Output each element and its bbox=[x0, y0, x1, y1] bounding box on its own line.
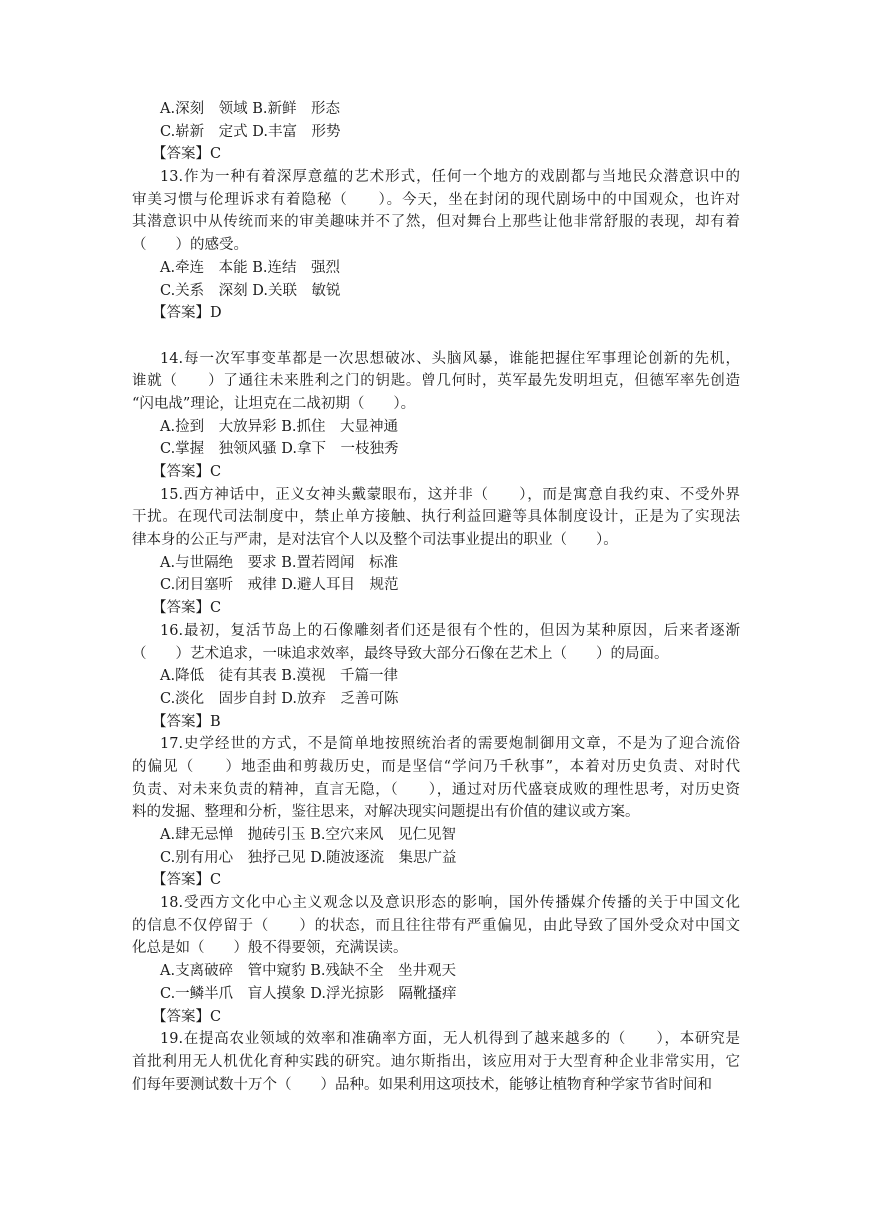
answer-options: A.牵连 本能 B.连结 强烈 bbox=[160, 259, 340, 276]
question-stem bbox=[132, 620, 740, 665]
question-stem bbox=[132, 348, 740, 416]
blank-line bbox=[132, 325, 740, 348]
answer-options: C.关系 深刻 D.关联 敏锐 bbox=[160, 282, 341, 299]
answer-options: C.闭目塞听 戒律 D.避人耳目 规范 bbox=[160, 577, 399, 594]
answer-key: 【答案】C bbox=[152, 464, 222, 480]
answer-options: A.支离破碎 管中窥豹 B.残缺不全 坐井观天 bbox=[160, 963, 456, 980]
question-stem bbox=[132, 484, 740, 552]
question-line: 17.史学经世的方式，不是简单地按照统治者的需要炮制御用文章，不是为了迎合流俗 bbox=[160, 736, 740, 753]
question-stem bbox=[132, 733, 740, 824]
answer-options: A.与世隔绝 要求 B.置若罔闻 标准 bbox=[160, 554, 398, 571]
answer-options: A.深刻 领域 B.新鲜 形态 bbox=[160, 101, 340, 117]
question-line: 19.在提高农业领域的效率和准确率方面，无人机得到了越来越多的（ ），本研究是 bbox=[160, 1031, 740, 1048]
question-line: 18.受西方文化中心主义观念以及意识形态的影响，国外传播媒介传播的关于中国文化 bbox=[160, 895, 740, 912]
question-line: 16.最初，复活节岛上的石像雕刻者们还是很有个性的，但因为某种原因，后来者逐渐 bbox=[160, 622, 740, 639]
answer-key: 【答案】C bbox=[152, 1008, 222, 1025]
question-line: 13.作为一种有着深厚意蕴的艺术形式，任何一个地方的戏剧都与当地民众潜意识中的 bbox=[160, 169, 740, 186]
question-line: 审美习惯与伦理诉求有着隐秘（ ）。今天，坐在封闭的现代剧场中的中国观众，也许对 bbox=[132, 191, 740, 208]
answer-options: C.掌握 独领风骚 D.拿下 一枝独秀 bbox=[160, 441, 399, 458]
answer-options: C.一鳞半爪 盲人摸象 D.浮光掠影 隔靴搔痒 bbox=[160, 985, 457, 1002]
question-line: （ ）艺术追求，一味追求效率，最终导致大部分石像在艺术上（ ）的局面。 bbox=[132, 645, 669, 662]
question-stem bbox=[132, 1028, 740, 1096]
answer-key: 【答案】C bbox=[152, 872, 222, 889]
question-line: （ ）的感受。 bbox=[132, 237, 248, 254]
question-line: 15.西方神话中，正义女神头戴蒙眼布，这并非（ ），而是寓意自我约束、不受外界 bbox=[160, 486, 740, 503]
answer-options: C.崭新 定式 D.丰富 形势 bbox=[160, 123, 341, 140]
answer-key: 【答案】C bbox=[152, 600, 222, 617]
answer-key: 【答案】D bbox=[152, 305, 222, 322]
question-line: 14.每一次军事变革都是一次思想破冰、头脑风暴，谁能把握住军事理论创新的先机， bbox=[160, 350, 740, 367]
question-line: 谁就（ ）了通往未来胜利之门的钥匙。曾几何时，英军最先发明坦克，但德军率先创造 bbox=[132, 373, 740, 390]
answer-key: 【答案】C bbox=[152, 146, 222, 163]
answer-options: A.肆无忌惮 抛砖引玉 B.空穴来风 见仁见智 bbox=[160, 827, 456, 843]
answer-options: A.降低 徒有其表 B.漠视 千篇一律 bbox=[160, 668, 398, 685]
question-line: 的偏见（ ）地歪曲和剪裁历史，而是坚信“学问乃千秋事”，本着对历史负责、对时代 bbox=[132, 758, 740, 775]
answer-key: 【答案】B bbox=[152, 713, 221, 730]
answer-options: A.捡到 大放异彩 B.抓住 大显神通 bbox=[160, 418, 398, 435]
question-line: 负责、对未来负责的精神，直言无隐，（ ），通过对历代盛衰成败的理性思考，对历史资 bbox=[132, 781, 740, 798]
question-line: 其潜意识中从传统而来的审美趣味并不了然，但对舞台上那些让他非常舒服的表现，却有着 bbox=[132, 214, 740, 231]
question-line: 干扰。在现代司法制度中，禁止单方接触、执行利益回避等具体制度设计，正是为了实现法 bbox=[132, 509, 740, 526]
question-line: 们每年要测试数十万个（ ）品种。如果利用这项技术，能够让植物育种学家节省时间和 bbox=[132, 1076, 712, 1093]
answer-options: C.别有用心 独抒己见 D.随波逐流 集思广益 bbox=[160, 849, 457, 866]
question-line: 首批利用无人机优化育种实践的研究。迪尔斯指出，该应用对于大型育种企业非常实用，它 bbox=[132, 1053, 740, 1070]
question-line: 律本身的公正与严肃，是对法官个人以及整个司法事业提出的职业（ ）。 bbox=[132, 532, 618, 549]
question-stem bbox=[132, 166, 740, 257]
document-page bbox=[132, 98, 740, 1096]
question-line: 化总是如（ ）般不得要领，充满误读。 bbox=[132, 940, 408, 957]
question-line: 料的发掘、整理和分析，鉴往思来，对解决现实问题提出有价值的建议或方案。 bbox=[132, 804, 640, 821]
question-stem bbox=[132, 892, 740, 960]
answer-options: C.淡化 固步自封 D.放弃 乏善可陈 bbox=[160, 690, 399, 707]
question-line: “闪电战”理论，让坦克在二战初期（ ）。 bbox=[132, 395, 416, 412]
question-line: 的信息不仅停留于（ ）的状态，而且往往带有严重偏见，由此导致了国外受众对中国文 bbox=[132, 917, 740, 934]
